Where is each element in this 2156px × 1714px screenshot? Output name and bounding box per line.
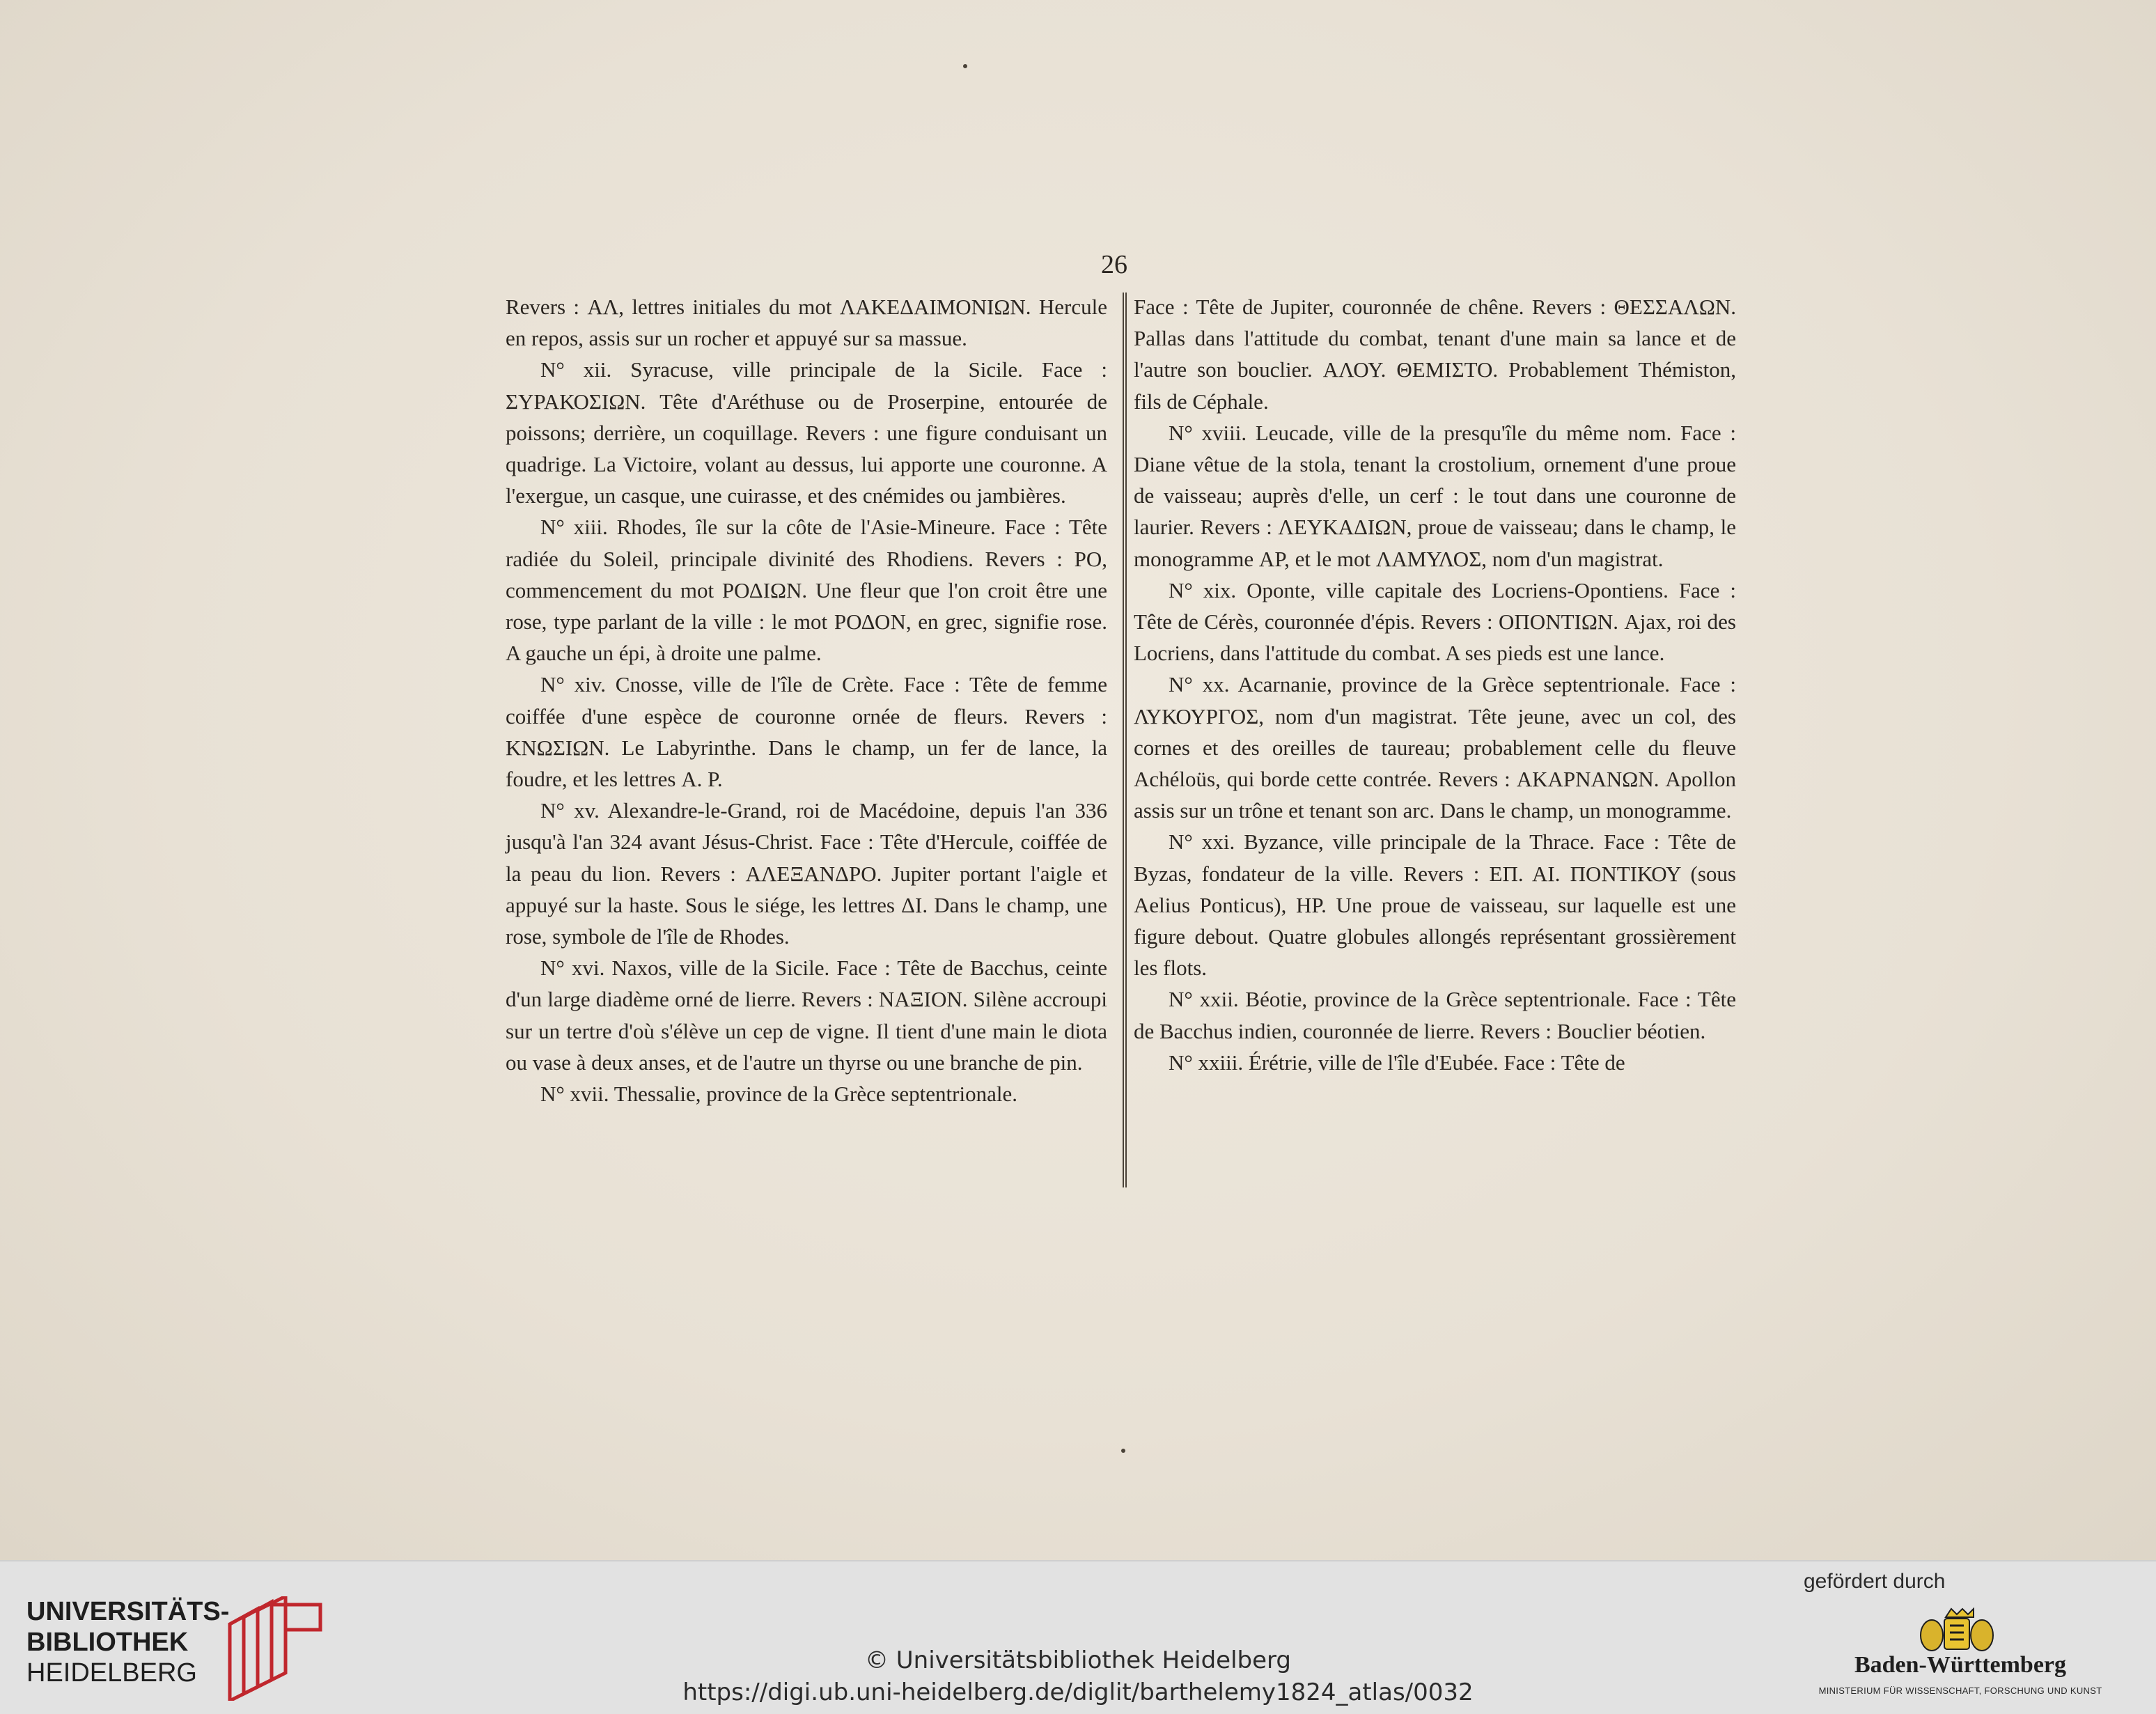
paragraph: Revers : ΑΛ, lettres initiales du mot ΛΑΚΕΔΑΙΜΟΝΙΩΝ. Hercule en repos, assis sur un rocher et appuyé sur sa massue. [506,295,1107,351]
paragraph: N° xvi. Naxos, ville de la Sicile. Face : Tête de Bacchus, ceinte d'un large diadème orné de lierre. Revers : ΝΑΞΙΟΝ. Silène accroupi sur un tertre d'où s'élève un cep de vigne. Il tient d'une main le diota ou vase à deux anses, et de l'autre un thyrse ou une branche de pin. [506,956,1107,1075]
sponsor-block[interactable] [1797,1570,2124,1709]
paragraph: N° xxiii. Érétrie, ville de l'île d'Eubée. Face : Tête de [1169,1050,1625,1075]
paper-speck [1121,1449,1125,1453]
left-text-column [506,291,1107,1109]
logo-line: BIBLIOTHEK [26,1628,189,1657]
viewer-footer [0,1560,2156,1714]
state-name: Baden-Württemberg [1854,1652,2067,1678]
paper-speck [963,64,967,68]
permalink[interactable]: https://digi.ub.uni-heidelberg.de/diglit/barthelemy1824_atlas/0032 [682,1678,1474,1706]
copyright-text: © Universitätsbibliothek Heidelberg [864,1646,1292,1674]
paragraph: N° xvii. Thessalie, province de la Grèce septentrionale. [540,1082,1017,1107]
paragraph: N° xii. Syracuse, ville principale de la Sicile. Face : ΣΥΡΑΚΟΣΙΩΝ. Tête d'Aréthuse ou de Proserpine, entourée de poissons; derrière, un coquillage. Revers : une figure conduisant un quadrige. La Victoire, volant au dessus, lui apporte une couronne. A l'exergue, un casque, une cuirasse, et des cnémides ou jambières. [506,357,1107,508]
column-divider [1123,293,1127,1187]
paragraph: N° xix. Oponte, ville capitale des Locriens-Opontiens. Face : Tête de Cérès, couronnée d'épis. Revers : ΟΠΟΝΤΙΩΝ. Ajax, roi des Locriens, dans l'attitude du combat. A ses pieds est une lance. [1134,577,1736,666]
paragraph: N° xxi. Byzance, ville principale de la Thrace. Face : Tête de Byzas, fondateur de la ville. Revers : ΕΠ. ΑΙ. ΠΟΝΤΙΚΟΥ (sous Aelius Ponticus), ΗΡ. Une proue de vaisseau, sur laquelle est une figure debout. Quatre globules allongés représentant grossièrement les flots. [1134,829,1736,981]
logo-line: UNIVERSITÄTS- [26,1597,230,1626]
ministry-name: MINISTERIUM FÜR WISSENSCHAFT, FORSCHUNG UND KUNST [1818,1685,2102,1696]
right-text-column [1134,291,1736,1078]
paragraph: N° xxii. Béotie, province de la Grèce septentrionale. Face : Tête de Bacchus indien, couronnée de lierre. Revers : Bouclier béotien. [1134,987,1736,1043]
paragraph: Face : Tête de Jupiter, couronnée de chêne. Revers : ΘΕΣΣΑΛΩΝ. Pallas dans l'attitude du combat, tenant d'une main sa lance et de l'autre son bouclier. ΑΛΟΥ. ΘΕΜΙΣΤΟ. Probablement Thémiston, fils de Céphale. [1134,295,1736,414]
paragraph: N° xiv. Cnosse, ville de l'île de Crète. Face : Tête de femme coiffée d'une espèce de couronne ornée de fleurs. Revers : ΚΝΩΣΙΩΝ. Le Labyrinthe. Dans le champ, un fer de lance, la foudre, et les lettres Α. Ρ. [506,672,1107,792]
logo-line: HEIDELBERG [26,1658,197,1688]
paragraph: N° xv. Alexandre-le-Grand, roi de Macédoine, depuis l'an 336 jusqu'à l'an 324 avant Jésus-Christ. Face : Tête d'Hercule, coiffée de la peau du lion. Revers : ΑΛΕΞΑΝΔΡΟ. Jupiter portant l'aigle et appuyé sur la haste. Sous le siége, les lettres ΔΙ. Dans le champ, une rose, symbole de l'île de Rhodes. [506,798,1107,949]
paragraph: N° xiii. Rhodes, île sur la côte de l'Asie-Mineure. Face : Tête radiée du Soleil, principale divinité des Rhodiens. Revers : ΡΟ, commencement du mot ΡΟΔΙΩΝ. Une fleur que l'on croit être une rose, type parlant de la ville : le mot ΡΟΔΟΝ, en grec, signifie rose. A gauche un épi, à droite une palme. [506,515,1107,666]
paragraph: N° xx. Acarnanie, province de la Grèce septentrionale. Face : ΛΥΚΟΥΡΓΟΣ, nom d'un magistrat. Tête jeune, avec un col, des cornes et des oreilles de taureau; probablement celle du fleuve Achéloüs, qui borde cette contrée. Revers : ΑΚΑΡΝΑΝΩΝ. Apollon assis sur un trône et tenant son arc. Dans le champ, un monogramme. [1134,672,1736,823]
sponsor-label: gefördert durch [1804,1570,1946,1593]
page-number: 26 [1101,250,1127,279]
paragraph: N° xviii. Leucade, ville de la presqu'île du même nom. Face : Diane vêtue de la stola, tenant la crostolium, ornement d'une proue de vaisseau; auprès d'elle, un cerf : le tout dans une couronne de laurier. Revers : ΛΕΥΚΑΔΙΩΝ, proue de vaisseau; dans le champ, le monogramme ΑΡ, et le mot ΛΑΜΥΛΟΣ, nom d'un magistrat. [1134,420,1736,571]
library-logo-text [26,1596,229,1688]
